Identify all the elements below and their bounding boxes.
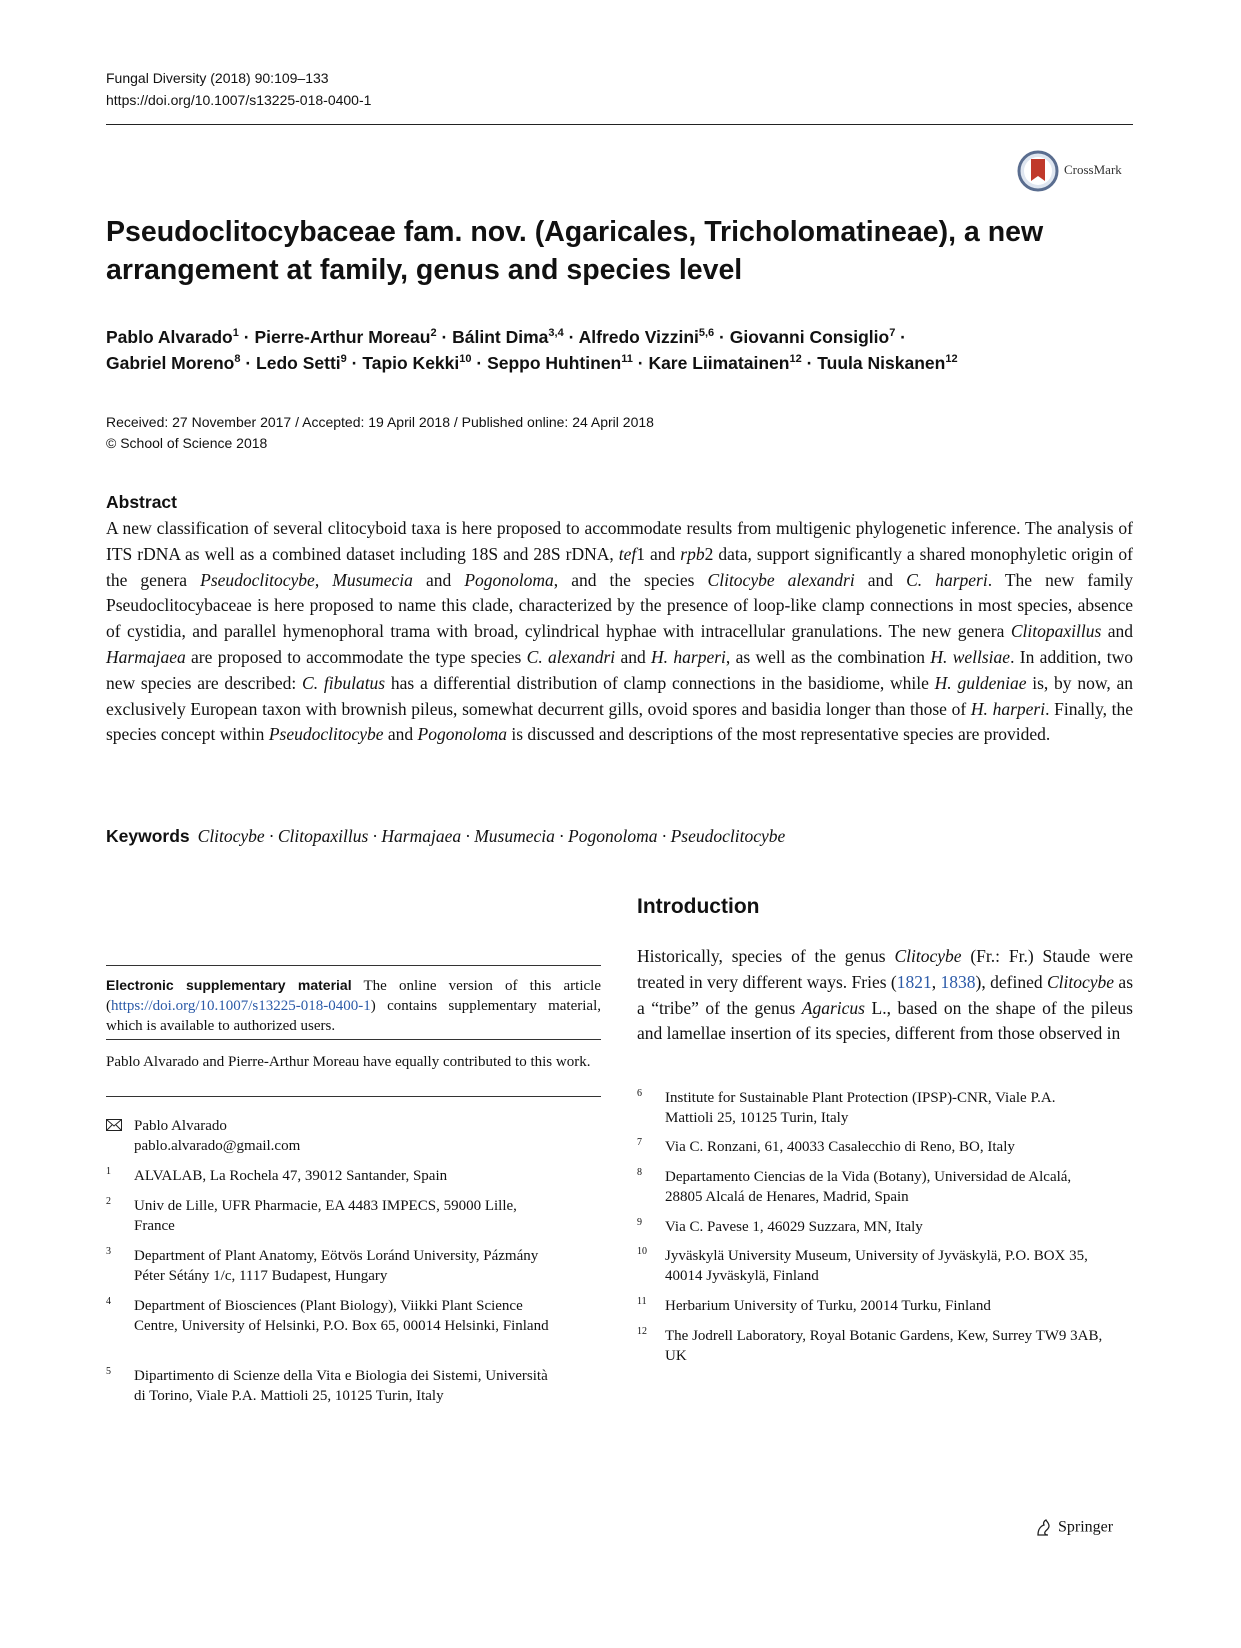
affiliation-text: Via C. Pavese 1, 46029 Suzzara, MN, Italy — [665, 1219, 923, 1235]
doi-link[interactable]: https://doi.org/10.1007/s13225-018-0400-1 — [106, 92, 372, 108]
supplementary-text-2: ) contains supplementary material, which is available to authorized users. — [106, 998, 601, 1034]
intro-run: L., based on the shape of the pileus and lamellae insertion of its species, different from those observed in — [637, 997, 1133, 1044]
affiliation-number: 1 — [106, 1166, 111, 1177]
author-affiliation-marker: 12 — [789, 353, 802, 366]
abstract-taxon: Harmajaea — [106, 646, 186, 667]
affiliation-text: Via C. Ronzani, 61, 40033 Casalecchio di Reno, BO, Italy — [665, 1139, 1015, 1155]
intro-taxon: Clitocybe — [894, 946, 962, 966]
affiliation-text: Departamento Ciencias de la Vida (Botany), Universidad de Alcalá, 28805 Alcalá de Henares, Madrid, Spain — [665, 1169, 1072, 1205]
author-affiliation-marker: 7 — [889, 327, 896, 340]
envelope-icon — [106, 1119, 122, 1131]
abstract-taxon: Pseudoclitocybe — [268, 724, 384, 745]
author-name: Alfredo Vizzini — [578, 327, 699, 347]
affiliation-text: Department of Biosciences (Plant Biology), Viikki Plant Science Centre, University of Helsinki, P.O. Box 65, 00014 Helsinki, Finland — [134, 1298, 549, 1334]
supplementary-label: Electronic supplementary material — [106, 977, 352, 993]
affiliation-text: Institute for Sustainable Plant Protection (IPSP)-CNR, Viale P.A. Mattioli 25, 10125 Turin, Italy — [665, 1090, 1056, 1126]
abstract-run: , as well as the combination — [725, 646, 931, 667]
author-separator: · — [436, 327, 453, 347]
affiliation-number: 3 — [106, 1246, 111, 1257]
abstract-run: and — [854, 569, 907, 590]
author-affiliation-marker: 12 — [945, 353, 958, 366]
header-divider — [106, 124, 1133, 125]
abstract-taxon: C. fibulatus — [302, 672, 386, 693]
intro-taxon: Agaricus — [801, 997, 865, 1018]
abstract-taxon: C. alexandri — [526, 646, 616, 667]
author-separator: · — [895, 327, 907, 347]
affiliation-number: 10 — [637, 1246, 647, 1257]
received-accepted-published: Received: 27 November 2017 / Accepted: 19 April 2018 / Published online: 24 April 2018 — [106, 414, 654, 430]
author-separator: · — [346, 353, 363, 373]
abstract-taxon: H. guldeniae — [934, 672, 1027, 693]
affiliation-text: Dipartimento di Scienze della Vita e Biologia dei Sistemi, Università di Torino, Viale P.A. Mattioli 25, 10125 Turin, Italy — [134, 1368, 548, 1404]
author-name: Pablo Alvarado — [106, 327, 233, 347]
keywords — [106, 826, 785, 847]
affiliation-number: 7 — [637, 1137, 642, 1148]
author-list — [106, 324, 1126, 376]
affiliation-text: Herbarium University of Turku, 20014 Turku, Finland — [665, 1298, 991, 1314]
author-name: Seppo Huhtinen — [487, 353, 622, 373]
corresponding-name: Pablo Alvarado — [134, 1118, 227, 1134]
author-name: Tapio Kekki — [362, 353, 460, 373]
author-separator: · — [238, 327, 255, 347]
author-affiliation-marker: 2 — [430, 327, 437, 340]
abstract-text — [106, 516, 1133, 748]
affiliation-text: Univ de Lille, UFR Pharmacie, EA 4483 IMPECS, 59000 Lille, France — [134, 1198, 517, 1234]
footnote-divider — [106, 1096, 601, 1097]
intro-run: , — [931, 971, 941, 992]
affiliation-number: 6 — [637, 1088, 642, 1099]
abstract-run: A new classification of several clitocyboid taxa is here proposed to accommodate results from multigenic phylogenetic inference. The analysis of ITS rDNA as well as a combined dataset including 18S and 28S rDNA, — [106, 518, 1133, 564]
author-affiliation-marker: 8 — [234, 353, 241, 366]
supplementary-link[interactable]: https://doi.org/10.1007/s13225-018-0400-1 — [111, 998, 371, 1014]
abstract-taxon: Clitocybe alexandri — [707, 569, 855, 590]
author-affiliation-marker: 9 — [340, 353, 347, 366]
abstract-taxon: Clitopaxillus — [1010, 621, 1102, 642]
abstract-taxon: rpb — [680, 543, 705, 564]
affiliation-number: 8 — [637, 1167, 642, 1178]
intro-run: Historically, species of the genus — [637, 946, 895, 966]
author-separator: · — [801, 353, 818, 373]
journal-header — [106, 67, 371, 111]
abstract-paragraph — [106, 516, 1133, 748]
publication-dates — [106, 412, 654, 454]
author-separator: · — [632, 353, 649, 373]
abstract-run: , and the species — [553, 569, 708, 590]
abstract-taxon: Musumecia — [332, 569, 413, 590]
affiliation-number: 5 — [106, 1366, 111, 1377]
crossmark-icon — [1017, 150, 1059, 192]
citation-link[interactable]: 1838 — [940, 971, 976, 992]
author-name: Pierre-Arthur Moreau — [254, 327, 431, 347]
author-affiliation-marker: 1 — [232, 327, 239, 340]
abstract-run: . The new family Pseudoclitocybaceae is here proposed to name this clade, characterized by the presence of loop-like clamp connections in most species, absence of cystidia, and parallel hymenophoral trama with broad, cylindrical hyphae with intracellular granulations. The new genera — [106, 569, 1133, 642]
introduction-paragraph — [637, 944, 1133, 1047]
author-separator: · — [714, 327, 730, 347]
author-name: Giovanni Consiglio — [729, 327, 890, 347]
affiliation-number: 2 — [106, 1196, 111, 1207]
footnote-divider — [106, 965, 601, 966]
springer-horse-icon — [1034, 1518, 1054, 1538]
journal-citation: Fungal Diversity (2018) 90:109–133 — [106, 70, 329, 86]
abstract-taxon: Pogonoloma — [464, 569, 554, 590]
crossmark-label: CrossMark — [1064, 162, 1122, 177]
abstract-taxon: C. harperi — [906, 569, 988, 590]
abstract-taxon: tef — [618, 543, 637, 564]
intro-taxon: Clitocybe — [1046, 971, 1115, 992]
abstract-run: is, by now, an exclusively European taxon with brownish pileus, somewhat decurrent gills, ovoid spores and basidia longer than those of — [106, 672, 1133, 719]
abstract-taxon: Pseudoclitocybe — [200, 569, 315, 590]
abstract-run: and — [383, 724, 418, 745]
abstract-run: are proposed to accommodate the type species — [185, 646, 527, 667]
author-name: Kare Liimatainen — [648, 353, 790, 373]
affiliation-text: Jyväskylä University Museum, University of Jyväskylä, P.O. BOX 35, 40014 Jyväskylä, Finland — [665, 1248, 1088, 1284]
abstract-run: has a differential distribution of clamp connections in the basidiome, while — [385, 672, 935, 693]
copyright-line: © School of Science 2018 — [106, 435, 268, 451]
abstract-run: . Finally, the species concept within — [106, 698, 1134, 745]
abstract-taxon: H. harperi — [651, 646, 726, 667]
author-separator: · — [563, 327, 579, 347]
title-line-2: arrangement at family, genus and species level — [106, 254, 743, 286]
author-affiliation-marker: 5,6 — [698, 327, 715, 340]
abstract-run: 1 and — [636, 543, 681, 564]
author-affiliation-marker: 3,4 — [548, 327, 564, 340]
abstract-run: is discussed and descriptions of the most representative species are provided. — [506, 724, 1051, 745]
author-name: Tuula Niskanen — [817, 353, 946, 373]
equal-contribution-note: Pablo Alvarado and Pierre-Arthur Moreau have equally contributed to this work. — [106, 1054, 591, 1070]
affiliation-text: ALVALAB, La Rochela 47, 39012 Santander, Spain — [134, 1168, 448, 1184]
supplementary-note — [106, 975, 601, 1036]
abstract-run: 2 data, support significantly a shared monophyletic origin of the genera — [106, 543, 1133, 590]
author-line-1 — [106, 324, 1126, 350]
author-line-2 — [106, 350, 1126, 376]
author-name: Gabriel Moreno — [106, 353, 235, 373]
citation-link[interactable]: 1821 — [896, 971, 932, 992]
abstract-taxon: Pogonoloma — [417, 724, 507, 745]
corresponding-email[interactable]: pablo.alvarado@gmail.com — [134, 1138, 301, 1154]
affiliation-text: The Jodrell Laboratory, Royal Botanic Gardens, Kew, Surrey TW9 3AB, UK — [665, 1328, 1103, 1364]
author-separator: · — [471, 353, 488, 373]
footnote-divider — [106, 1039, 601, 1040]
crossmark-badge[interactable] — [1017, 148, 1137, 194]
keywords-label: Keywords — [106, 826, 190, 846]
author-affiliation-marker: 10 — [459, 353, 472, 366]
intro-run: (Fr.: Fr.) Staude were treated in very different ways. Fries ( — [637, 946, 1133, 992]
intro-run: as a “tribe” of the genus — [637, 971, 1134, 1018]
affiliation-number: 11 — [637, 1296, 647, 1307]
introduction-heading: Introduction — [637, 895, 760, 918]
introduction-text — [637, 944, 1133, 1047]
intro-run: ), defined — [975, 971, 1047, 992]
supplementary-text-1: The online version of this article ( — [106, 978, 601, 1014]
affiliation-text: Department of Plant Anatomy, Eötvös Loránd University, Pázmány Péter Sétány 1/c, 1117 Budapest, Hungary — [134, 1248, 539, 1284]
abstract-run: , — [314, 569, 333, 590]
affiliation-number: 12 — [637, 1326, 647, 1337]
title-line-1: Pseudoclitocybaceae fam. nov. (Agaricales, Tricholomatineae), a new — [106, 216, 1044, 248]
abstract-taxon: H. harperi — [970, 698, 1046, 719]
abstract-taxon: H. wellsiae — [930, 646, 1011, 667]
abstract-run: . In addition, two new species are described: — [106, 646, 1133, 693]
author-affiliation-marker: 11 — [621, 353, 633, 366]
affiliation-number: 4 — [106, 1296, 111, 1307]
publisher-logo — [1034, 1518, 1113, 1538]
author-name: Bálint Dima — [452, 327, 549, 347]
article-title — [106, 213, 1066, 289]
author-separator: · — [240, 353, 257, 373]
affiliation-number: 9 — [637, 1217, 642, 1228]
keywords-list: Clitocybe · Clitopaxillus · Harmajaea · Musumecia · Pogonoloma · Pseudoclitocybe — [197, 826, 786, 846]
publisher-name: Springer — [1058, 1518, 1114, 1536]
abstract-run: and — [615, 646, 652, 667]
abstract-heading: Abstract — [106, 492, 177, 512]
author-name: Ledo Setti — [256, 353, 341, 373]
abstract-run: and — [1101, 621, 1133, 642]
abstract-run: and — [412, 569, 465, 590]
